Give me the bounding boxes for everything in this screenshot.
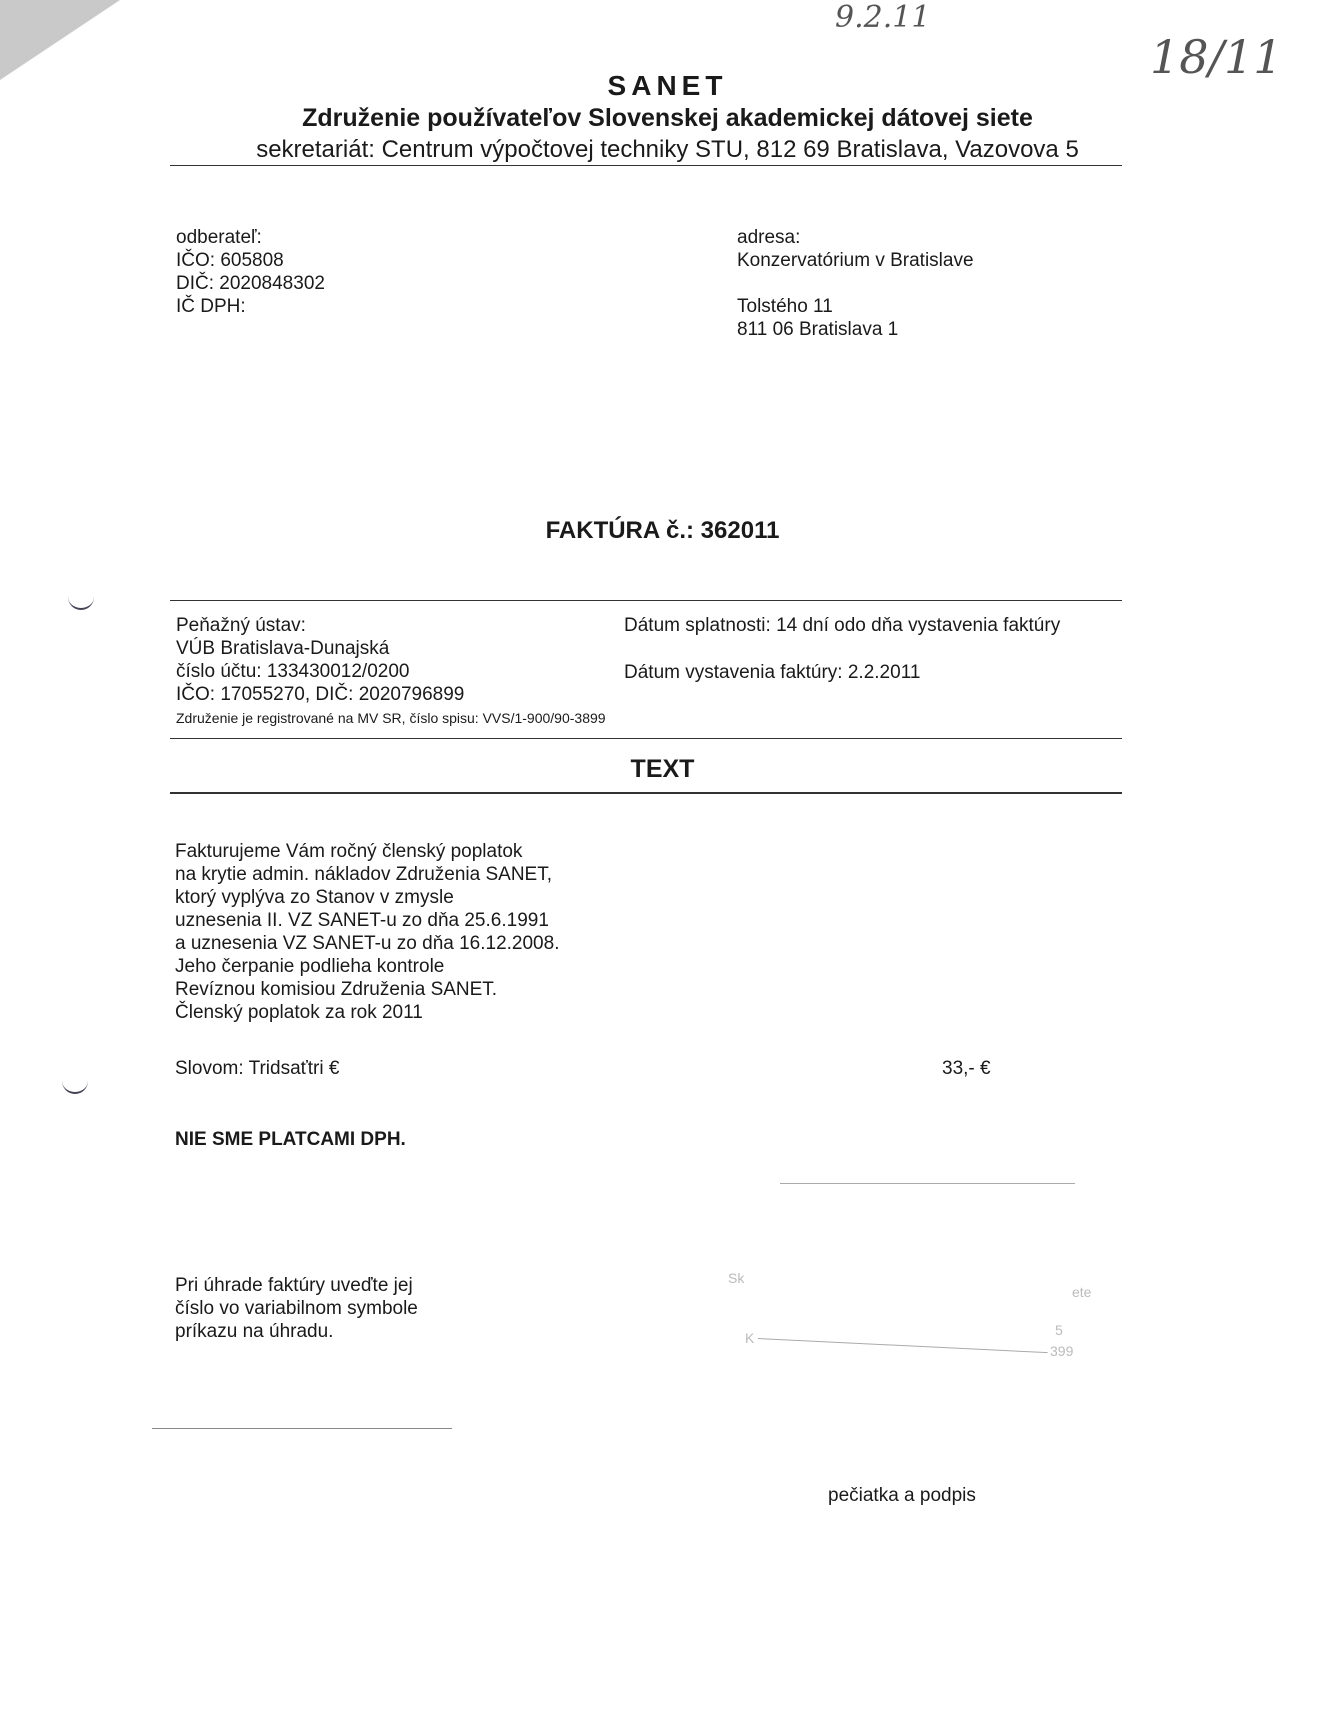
body-line: uznesenia II. VZ SANET-u zo dňa 25.6.1991 xyxy=(175,910,549,931)
body-line: na krytie admin. nákladov Združenia SANET, xyxy=(175,864,553,885)
address-name: Konzervatórium v Bratislave xyxy=(737,250,974,271)
org-address: sekretariát: Centrum výpočtovej techniky STU, 812 69 Bratislava, Vazovova 5 xyxy=(256,136,1079,163)
bleed-through-text: ete xyxy=(1072,1284,1092,1300)
text-top-divider xyxy=(170,738,1122,739)
customer-dic: DIČ: 2020848302 xyxy=(176,273,325,294)
payment-note-line: číslo vo variabilnom symbole xyxy=(175,1298,418,1319)
due-date: Dátum splatnosti: 14 dní odo dňa vystavenia faktúry xyxy=(624,615,1061,636)
customer-label: odberateľ: xyxy=(176,227,262,248)
payment-note xyxy=(175,1274,418,1343)
bank-name: VÚB Bratislava-Dunajská xyxy=(176,638,390,659)
address-street: Tolstého 11 xyxy=(737,296,833,317)
payment-note-line: príkazu na úhradu. xyxy=(175,1321,334,1342)
bleed-through-text: K xyxy=(745,1330,755,1346)
bank-account: číslo účtu: 133430012/0200 xyxy=(176,661,410,682)
org-name: SANET xyxy=(607,70,728,101)
invoice-title: FAKTÚRA č.: 362011 xyxy=(545,517,780,544)
address-block xyxy=(737,226,974,341)
vat-note: NIE SME PLATCAMI DPH. xyxy=(175,1129,406,1150)
text-heading: TEXT xyxy=(630,755,695,783)
bleed-through-text: 5 xyxy=(1055,1322,1063,1338)
invoice-body xyxy=(175,840,559,1024)
signature-label: pečiatka a podpis xyxy=(828,1485,976,1506)
customer-ico: IČO: 605808 xyxy=(176,250,284,271)
punch-hole-mark xyxy=(62,1074,88,1094)
body-line: Revíznou komisiou Združenia SANET. xyxy=(175,979,498,1000)
registration-note: Združenie je registrované na MV SR, číslo spisu: VVS/1-900/90-3899 xyxy=(176,710,606,726)
text-bottom-divider xyxy=(170,792,1122,794)
folded-corner xyxy=(0,0,120,80)
address-label: adresa: xyxy=(737,227,801,248)
org-subtitle: Združenie používateľov Slovenskej akademickej dátovej siete xyxy=(302,104,1033,132)
address-city: 811 06 Bratislava 1 xyxy=(737,319,899,340)
bank-label: Peňažný ústav: xyxy=(176,615,306,636)
faint-line xyxy=(780,1183,1075,1184)
body-line: Členský poplatok za rok 2011 xyxy=(175,1002,423,1023)
body-line: Jeho čerpanie podlieha kontrole xyxy=(175,956,445,977)
handwritten-corner-note: 18/11 xyxy=(1150,30,1283,84)
punch-hole-mark xyxy=(68,590,94,610)
signature-line xyxy=(152,1428,452,1429)
customer-ic-dph: IČ DPH: xyxy=(176,296,246,317)
customer-block xyxy=(176,226,325,318)
bank-block xyxy=(176,614,464,706)
bank-ids: IČO: 17055270, DIČ: 2020796899 xyxy=(176,684,465,705)
bleed-through-text: 399 xyxy=(1050,1343,1074,1359)
amount-value: 33,- € xyxy=(942,1058,991,1079)
invoice-divider xyxy=(170,600,1122,601)
bleed-through-text: Sk xyxy=(728,1270,745,1286)
body-line: ktorý vyplýva zo Stanov v zmysle xyxy=(175,887,454,908)
handwritten-date-note: 9.2.11 xyxy=(835,0,931,35)
body-line: a uznesenia VZ SANET-u zo dňa 16.12.2008. xyxy=(175,933,560,954)
issue-date: Dátum vystavenia faktúry: 2.2.2011 xyxy=(624,662,921,683)
body-line: Fakturujeme Vám ročný členský poplatok xyxy=(175,841,523,862)
payment-note-line: Pri úhrade faktúry uveďte jej xyxy=(175,1275,413,1296)
header-divider xyxy=(170,165,1122,166)
faint-line xyxy=(758,1338,1048,1353)
amount-in-words: Slovom: Tridsaťtri € xyxy=(175,1058,340,1079)
